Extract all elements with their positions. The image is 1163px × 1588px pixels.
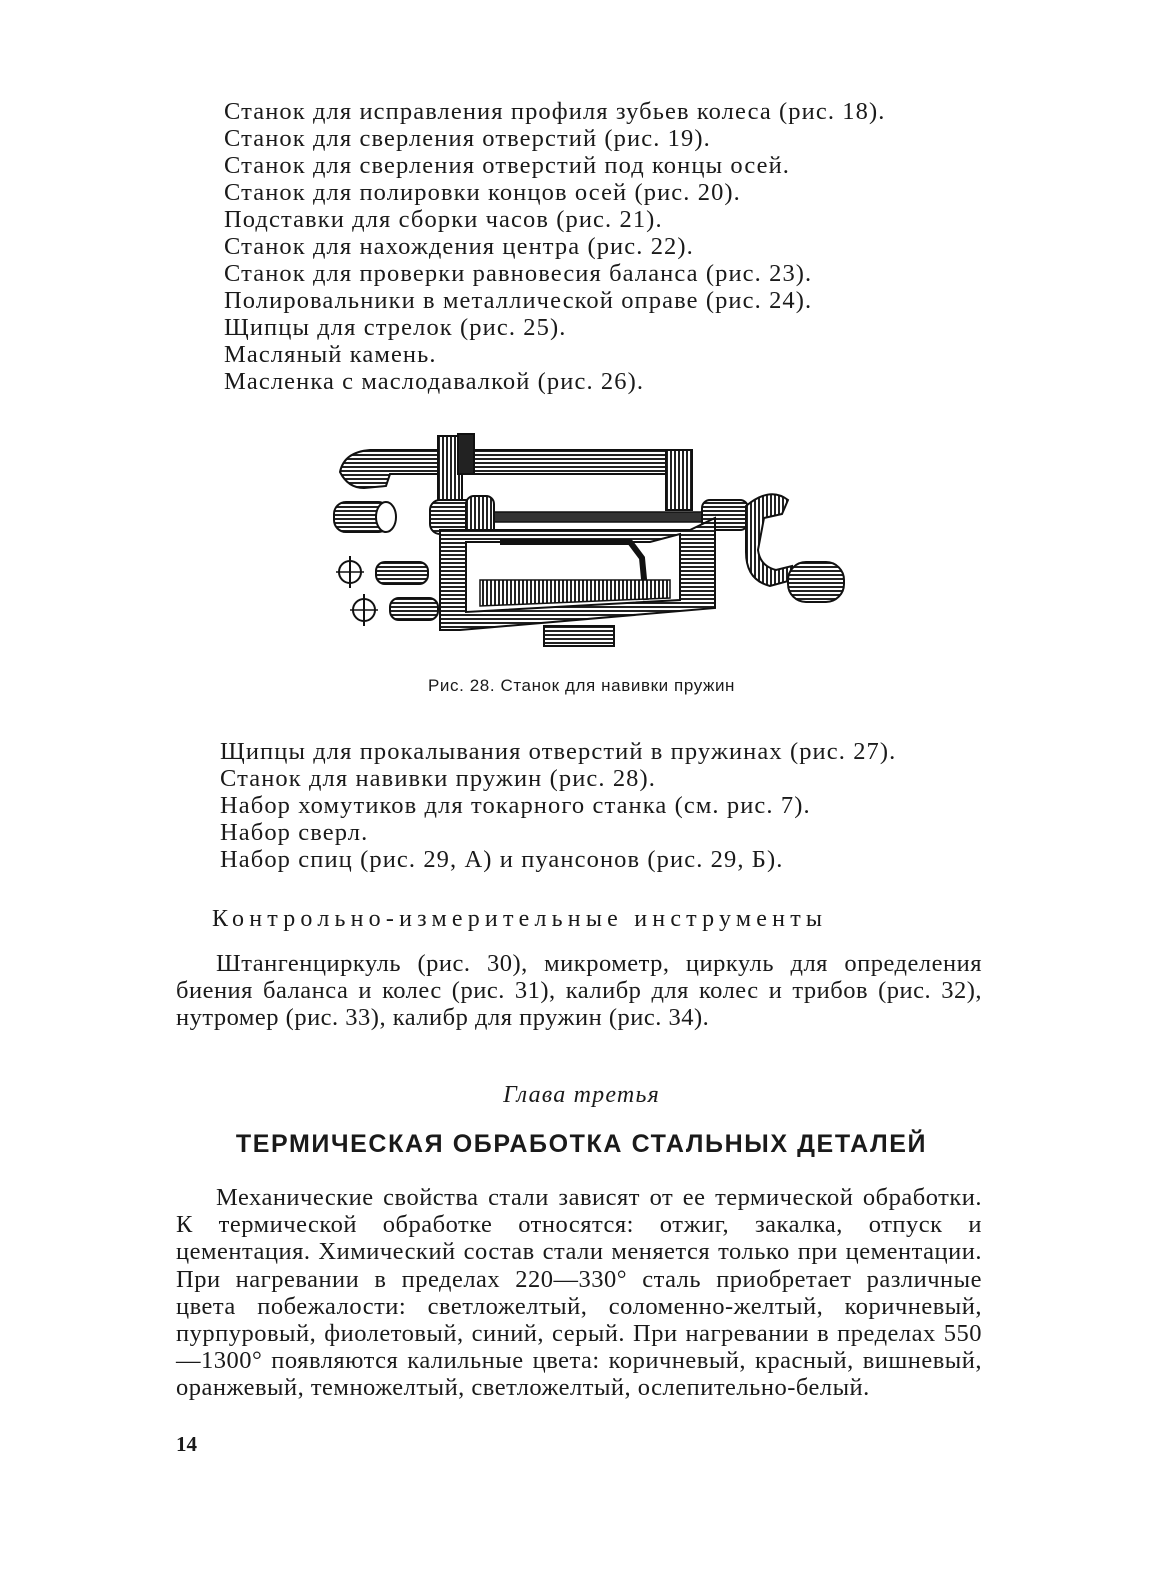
section-subheading: Контрольно-измерительные инструменты xyxy=(212,906,828,932)
list-item: Станок для навивки пружин (рис. 28). xyxy=(220,765,657,792)
list-item: Набор спиц (рис. 29, А) и пуансонов (рис. 29, Б). xyxy=(220,846,784,873)
list-item: Станок для исправления профиля зубьев колеса (рис. 18). xyxy=(224,98,886,125)
list-item: Подставки для сборки часов (рис. 21). xyxy=(224,206,663,233)
figure-caption: Рис. 28. Станок для навивки пружин xyxy=(427,676,736,695)
list-item: Станок для проверки равновесия баланса (рис. 23). xyxy=(224,260,813,287)
list-item: Полировальники в металлической оправе (рис. 24). xyxy=(224,287,813,314)
list-item: Щипцы для стрелок (рис. 25). xyxy=(224,314,567,341)
list-item: Набор сверл. xyxy=(220,819,369,846)
chapter-title: ТЕРМИЧЕСКАЯ ОБРАБОТКА СТАЛЬНЫХ ДЕТАЛЕЙ xyxy=(235,1130,928,1158)
list-item: Щипцы для прокалывания отверстий в пружинах (рис. 27). xyxy=(220,738,897,765)
list-item: Набор хомутиков для токарного станка (см. рис. 7). xyxy=(220,792,811,819)
list-item: Станок для нахождения центра (рис. 22). xyxy=(224,233,694,260)
heat-treatment-paragraph: Механические свойства стали зависят от ее термической обработки. К термической обработке относятся: отжиг, закалка, отпуск и цементация. Химический состав стали меняется только при цементации. При нагревании в пределах 220—330° сталь приобретает различные цвета побежалости: светложелтый, соломенно-желтый, коричневый, пурпуровый, фиолетовый, синий, серый. При нагревании в пределах 550—1300° появляются калильные цвета: коричневый, красный, вишневый, оранжевый, темножелтый, светложелтый, ослепительно-белый. xyxy=(176,1184,982,1402)
spring-winding-machine-figure xyxy=(330,430,850,650)
list-item: Станок для сверления отверстий под концы осей. xyxy=(224,152,791,179)
list-item: Станок для полировки концов осей (рис. 20). xyxy=(224,179,741,206)
list-item: Станок для сверления отверстий (рис. 19). xyxy=(224,125,711,152)
chapter-label: Глава третья xyxy=(503,1082,660,1108)
list-item: Масляный камень. xyxy=(224,341,437,368)
tool-list-2 xyxy=(220,738,1000,873)
list-item: Масленка с маслодавалкой (рис. 26). xyxy=(224,368,645,395)
measuring-tools-paragraph: Штангенциркуль (рис. 30), микрометр, циркуль для определения биения баланса и колес (рис. 31), калибр для колес и трибов (рис. 32), нутромер (рис. 33), калибр для пружин (рис. 34). xyxy=(176,950,982,1032)
page-number: 14 xyxy=(176,1432,197,1456)
tool-list-1 xyxy=(224,98,1004,395)
